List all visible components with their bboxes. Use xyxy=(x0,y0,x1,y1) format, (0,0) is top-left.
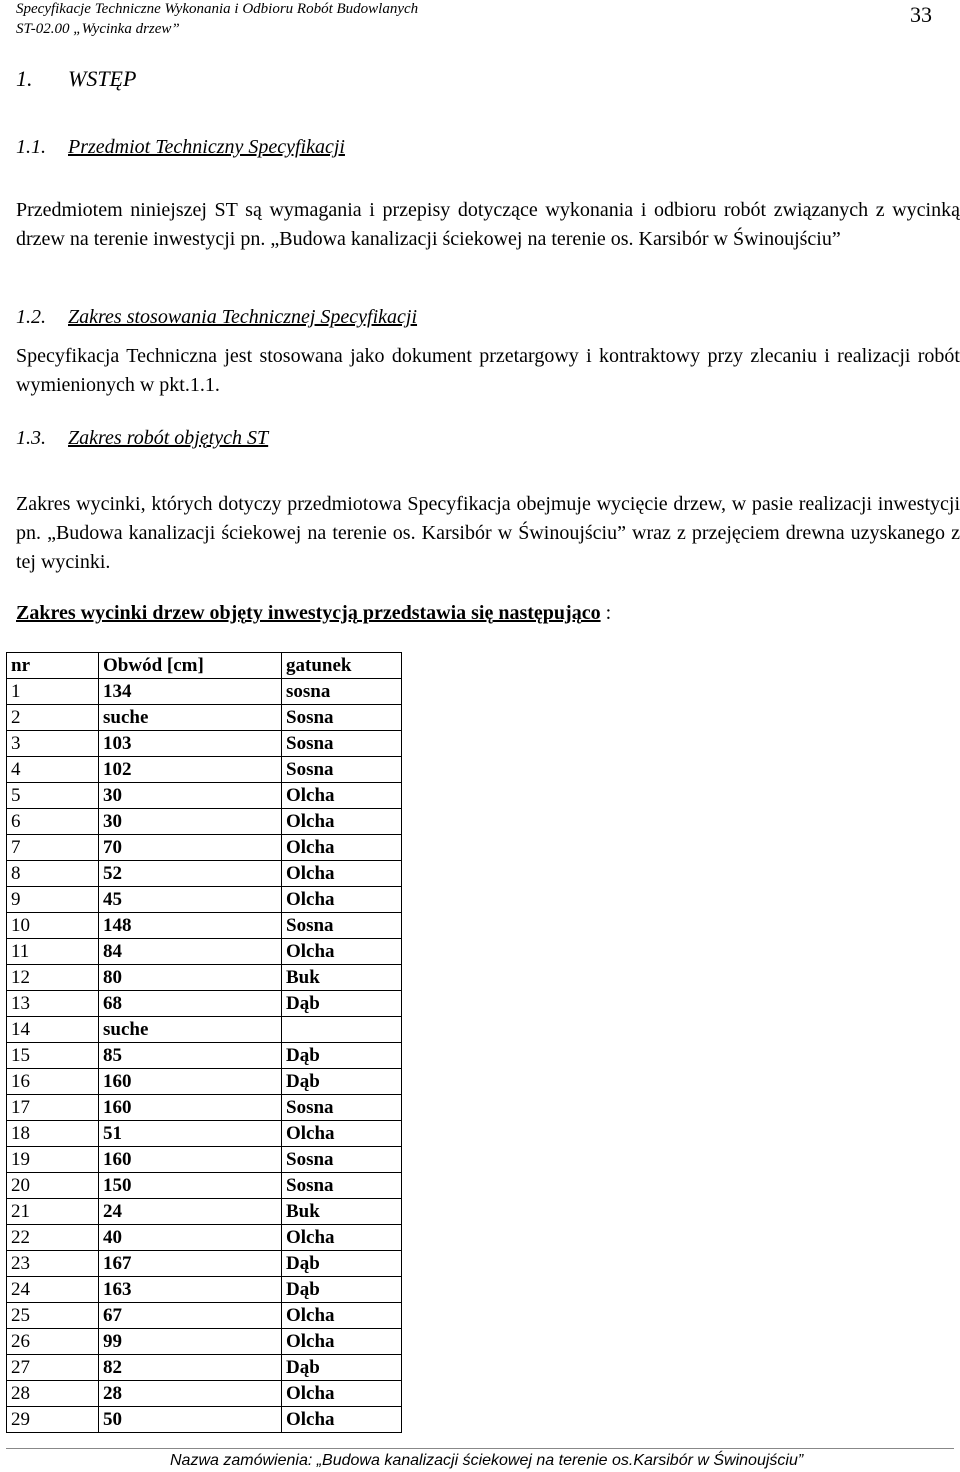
table-cell: 7 xyxy=(7,835,99,861)
table-cell: Olcha xyxy=(282,783,402,809)
subsection-1-3-number: 1.3. xyxy=(16,427,46,449)
table-row xyxy=(7,1407,402,1433)
table-cell: 25 xyxy=(7,1303,99,1329)
table-row xyxy=(7,731,402,757)
table-row xyxy=(7,1199,402,1225)
subsection-1-1-heading xyxy=(16,136,345,159)
header-subtitle: ST-02.00 „Wycinka drzew” xyxy=(16,21,180,37)
table-cell: 18 xyxy=(7,1121,99,1147)
subsection-1-3-title: Zakres robót objętych ST xyxy=(68,427,269,449)
table-cell: 70 xyxy=(99,835,282,861)
table-cell: 99 xyxy=(99,1329,282,1355)
section-number: 1. xyxy=(16,66,33,91)
table-cell: Olcha xyxy=(282,861,402,887)
table-cell: Olcha xyxy=(282,809,402,835)
table-row xyxy=(7,1225,402,1251)
table-cell: 21 xyxy=(7,1199,99,1225)
table-cell: 148 xyxy=(99,913,282,939)
table-cell: 134 xyxy=(99,679,282,705)
table-cell: 2 xyxy=(7,705,99,731)
table-header-cell: Obwód [cm] xyxy=(99,653,282,679)
table-cell: 45 xyxy=(99,887,282,913)
table-intro-label: Zakres wycinki drzew objęty inwestycją przedstawia się następująco xyxy=(16,602,601,624)
table-row xyxy=(7,1147,402,1173)
table-cell: 14 xyxy=(7,1017,99,1043)
table-cell: Olcha xyxy=(282,887,402,913)
table-cell: 19 xyxy=(7,1147,99,1173)
table-row xyxy=(7,913,402,939)
table-cell: 28 xyxy=(7,1381,99,1407)
table-cell: 85 xyxy=(99,1043,282,1069)
table-cell: Dąb xyxy=(282,1251,402,1277)
table-cell: Dąb xyxy=(282,1355,402,1381)
table-cell: 27 xyxy=(7,1355,99,1381)
table-row xyxy=(7,1069,402,1095)
table-cell: 40 xyxy=(99,1225,282,1251)
table-row xyxy=(7,1173,402,1199)
table-row xyxy=(7,1121,402,1147)
table-cell: 29 xyxy=(7,1407,99,1433)
section-heading xyxy=(16,66,136,92)
table-cell xyxy=(282,1017,402,1043)
table-cell: Dąb xyxy=(282,991,402,1017)
table-cell: Dąb xyxy=(282,1043,402,1069)
table-cell: 1 xyxy=(7,679,99,705)
table-cell: 103 xyxy=(99,731,282,757)
subsection-1-1-text: Przedmiotem niniejszej ST są wymagania i przepisy dotyczące wykonania i odbioru robót związanych z wycinką drzew na terenie inwestycji pn. „Budowa kanalizacji ściekowej na terenie os. Karsibór w Świnoujściu” xyxy=(16,199,960,250)
table-cell: 20 xyxy=(7,1173,99,1199)
table-cell: Sosna xyxy=(282,913,402,939)
table-cell: Olcha xyxy=(282,1407,402,1433)
table-cell: 26 xyxy=(7,1329,99,1355)
table-cell: Sosna xyxy=(282,1173,402,1199)
table-cell: 80 xyxy=(99,965,282,991)
table-cell: 12 xyxy=(7,965,99,991)
table-cell: 13 xyxy=(7,991,99,1017)
table-row xyxy=(7,991,402,1017)
table-cell: 163 xyxy=(99,1277,282,1303)
table-cell: Olcha xyxy=(282,1329,402,1355)
page-number: 33 xyxy=(910,2,932,27)
table-cell: 15 xyxy=(7,1043,99,1069)
table-row xyxy=(7,679,402,705)
table-cell: 30 xyxy=(99,783,282,809)
table-cell: Olcha xyxy=(282,1303,402,1329)
table-cell: Sosna xyxy=(282,1147,402,1173)
table-header-cell: nr xyxy=(7,653,99,679)
subsection-1-3-text: Zakres wycinki, których dotyczy przedmiotowa Specyfikacja obejmuje wycięcie drzew, w pasie realizacji inwestycji pn. „Budowa kanalizacji ściekowej na terenie os. Karsibór w Świnoujściu” wraz z przejęciem drewna uzyskanego z tej wycinki. xyxy=(16,493,960,573)
table-cell: Sosna xyxy=(282,731,402,757)
table-cell: 4 xyxy=(7,757,99,783)
table-row xyxy=(7,887,402,913)
footer-divider xyxy=(6,1448,954,1449)
table-cell: 11 xyxy=(7,939,99,965)
table-row xyxy=(7,1303,402,1329)
table-cell: 28 xyxy=(99,1381,282,1407)
tree-table xyxy=(6,652,402,1433)
table-row xyxy=(7,809,402,835)
table-cell: 84 xyxy=(99,939,282,965)
table-row xyxy=(7,939,402,965)
table-row xyxy=(7,965,402,991)
table-row xyxy=(7,1355,402,1381)
table-cell: 50 xyxy=(99,1407,282,1433)
table-row xyxy=(7,1017,402,1043)
table-cell: Sosna xyxy=(282,757,402,783)
table-cell: 167 xyxy=(99,1251,282,1277)
table-row xyxy=(7,783,402,809)
table-cell: 17 xyxy=(7,1095,99,1121)
subsection-1-1-number: 1.1. xyxy=(16,136,46,158)
table-cell: 150 xyxy=(99,1173,282,1199)
table-row xyxy=(7,1277,402,1303)
table-row xyxy=(7,1381,402,1407)
table-cell: 10 xyxy=(7,913,99,939)
table-cell: 6 xyxy=(7,809,99,835)
subsection-1-2-title: Zakres stosowania Technicznej Specyfikacji xyxy=(68,306,418,328)
header-title: Specyfikacje Techniczne Wykonania i Odbioru Robót Budowlanych xyxy=(16,1,419,17)
table-row xyxy=(7,1251,402,1277)
table-cell: 16 xyxy=(7,1069,99,1095)
table-cell: 9 xyxy=(7,887,99,913)
table-cell: Buk xyxy=(282,965,402,991)
subsection-1-2-heading xyxy=(16,306,417,329)
table-cell: Dąb xyxy=(282,1277,402,1303)
table-intro-colon: : xyxy=(600,602,612,624)
table-cell: suche xyxy=(99,1017,282,1043)
table-row xyxy=(7,757,402,783)
table-header-row xyxy=(7,653,402,679)
table-row xyxy=(7,835,402,861)
table-cell: 23 xyxy=(7,1251,99,1277)
table-cell: 5 xyxy=(7,783,99,809)
table-cell: Sosna xyxy=(282,705,402,731)
table-cell: 82 xyxy=(99,1355,282,1381)
table-cell: 8 xyxy=(7,861,99,887)
subsection-1-3-heading xyxy=(16,427,268,450)
table-cell: 160 xyxy=(99,1095,282,1121)
table-header-cell: gatunek xyxy=(282,653,402,679)
table-row xyxy=(7,1329,402,1355)
section-title: WSTĘP xyxy=(68,66,137,91)
table-row xyxy=(7,1043,402,1069)
table-cell: 30 xyxy=(99,809,282,835)
footer-text: Nazwa zamówienia: „Budowa kanalizacji ściekowej na terenie os.Karsibór w Świnoujściu” xyxy=(170,1452,804,1469)
table-cell: 102 xyxy=(99,757,282,783)
table-cell: 3 xyxy=(7,731,99,757)
table-cell: Olcha xyxy=(282,1225,402,1251)
table-cell: 160 xyxy=(99,1147,282,1173)
table-cell: 51 xyxy=(99,1121,282,1147)
table-cell: Sosna xyxy=(282,1095,402,1121)
table-intro xyxy=(16,602,611,625)
table-cell: sosna xyxy=(282,679,402,705)
table-cell: Olcha xyxy=(282,939,402,965)
subsection-1-1-title: Przedmiot Techniczny Specyfikacji xyxy=(68,136,345,158)
table-row xyxy=(7,705,402,731)
table-cell: 22 xyxy=(7,1225,99,1251)
table-cell: suche xyxy=(99,705,282,731)
table-cell: Olcha xyxy=(282,1381,402,1407)
table-row xyxy=(7,861,402,887)
table-cell: 24 xyxy=(7,1277,99,1303)
subsection-1-2-text: Specyfikacja Techniczna jest stosowana jako dokument przetargowy i kontraktowy przy zlecaniu i realizacji robót wymienionych w pkt.1.1. xyxy=(16,345,960,396)
table-cell: Olcha xyxy=(282,835,402,861)
table-cell: 52 xyxy=(99,861,282,887)
subsection-1-2-number: 1.2. xyxy=(16,306,46,328)
table-row xyxy=(7,1095,402,1121)
table-cell: 67 xyxy=(99,1303,282,1329)
table-cell: 24 xyxy=(99,1199,282,1225)
table-cell: Buk xyxy=(282,1199,402,1225)
table-cell: 160 xyxy=(99,1069,282,1095)
table-cell: Dąb xyxy=(282,1069,402,1095)
table-cell: 68 xyxy=(99,991,282,1017)
table-cell: Olcha xyxy=(282,1121,402,1147)
